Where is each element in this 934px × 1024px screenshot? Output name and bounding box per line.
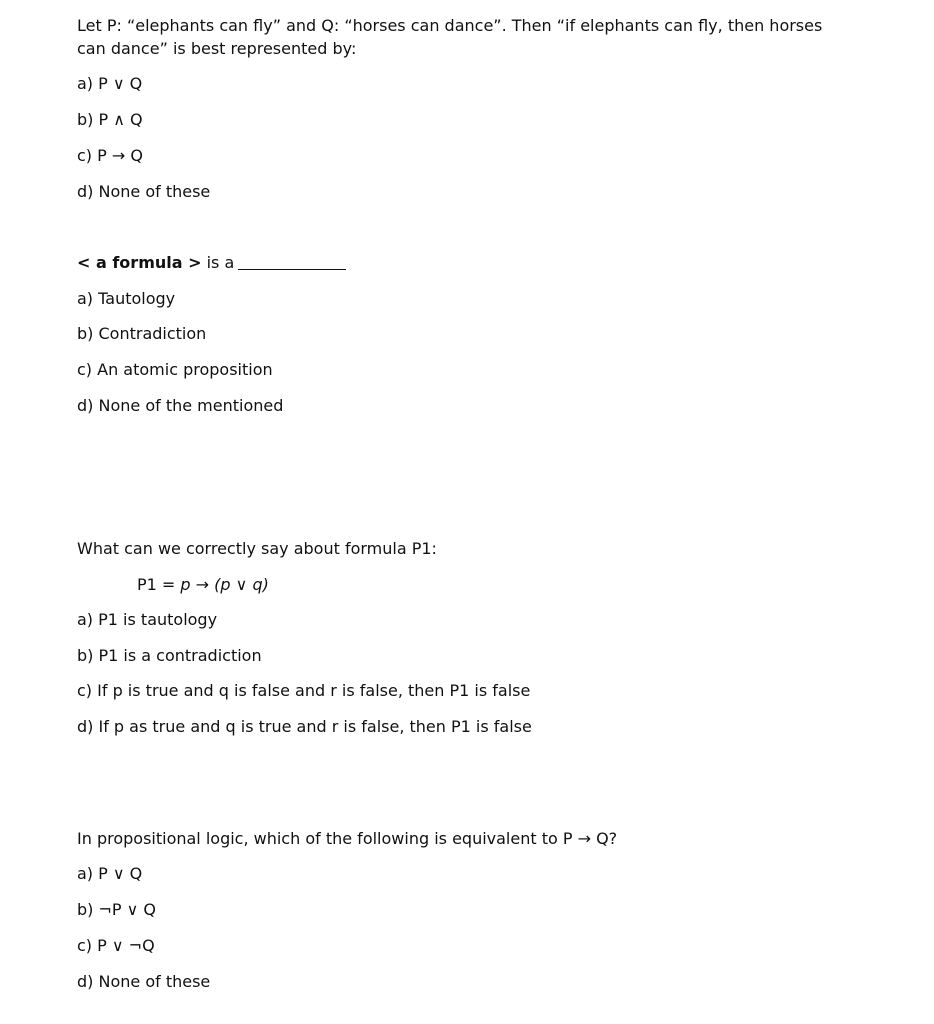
question-2-option-d: d) None of the mentioned bbox=[77, 396, 284, 415]
formula-rhs: p → (p ∨ q) bbox=[180, 575, 269, 594]
question-4-option-c: c) P ∨ ¬Q bbox=[77, 936, 155, 955]
question-1-option-a: a) P ∨ Q bbox=[77, 74, 143, 93]
question-4-option-d: d) None of these bbox=[77, 972, 211, 991]
question-2-option-b: b) Contradiction bbox=[77, 324, 207, 343]
question-1-option-c: c) P → Q bbox=[77, 146, 143, 165]
question-2-formula-placeholder: < a formula > bbox=[77, 253, 202, 272]
question-2-option-c: c) An atomic proposition bbox=[77, 360, 273, 379]
question-3-option-d: d) If p as true and q is true and r is false, then P1 is false bbox=[77, 717, 532, 736]
question-3-option-b: b) P1 is a contradiction bbox=[77, 646, 262, 665]
question-1-option-d: d) None of these bbox=[77, 182, 211, 201]
question-2-text bbox=[77, 252, 346, 274]
question-2-suffix: is a bbox=[206, 253, 235, 272]
answer-blank-line bbox=[238, 269, 346, 270]
question-2-option-a: a) Tautology bbox=[77, 289, 176, 308]
question-1-option-b: b) P ∧ Q bbox=[77, 110, 143, 129]
question-4-option-b: b) ¬P ∨ Q bbox=[77, 900, 157, 919]
question-1-text-line-1: Let P: “elephants can fly” and Q: “horses can dance”. Then “if elephants can fly, then horses bbox=[77, 16, 823, 35]
question-4-option-a: a) P ∨ Q bbox=[77, 864, 143, 883]
question-1-text-line-2: can dance” is best represented by: bbox=[77, 39, 357, 58]
question-3-text: What can we correctly say about formula P1: bbox=[77, 539, 437, 558]
question-4-text: In propositional logic, which of the following is equivalent to P → Q? bbox=[77, 829, 618, 848]
question-3-option-c: c) If p is true and q is false and r is false, then P1 is false bbox=[77, 681, 531, 700]
question-3-option-a: a) P1 is tautology bbox=[77, 610, 218, 629]
formula-lhs: P1 = bbox=[137, 575, 176, 594]
question-3-formula bbox=[137, 574, 269, 596]
